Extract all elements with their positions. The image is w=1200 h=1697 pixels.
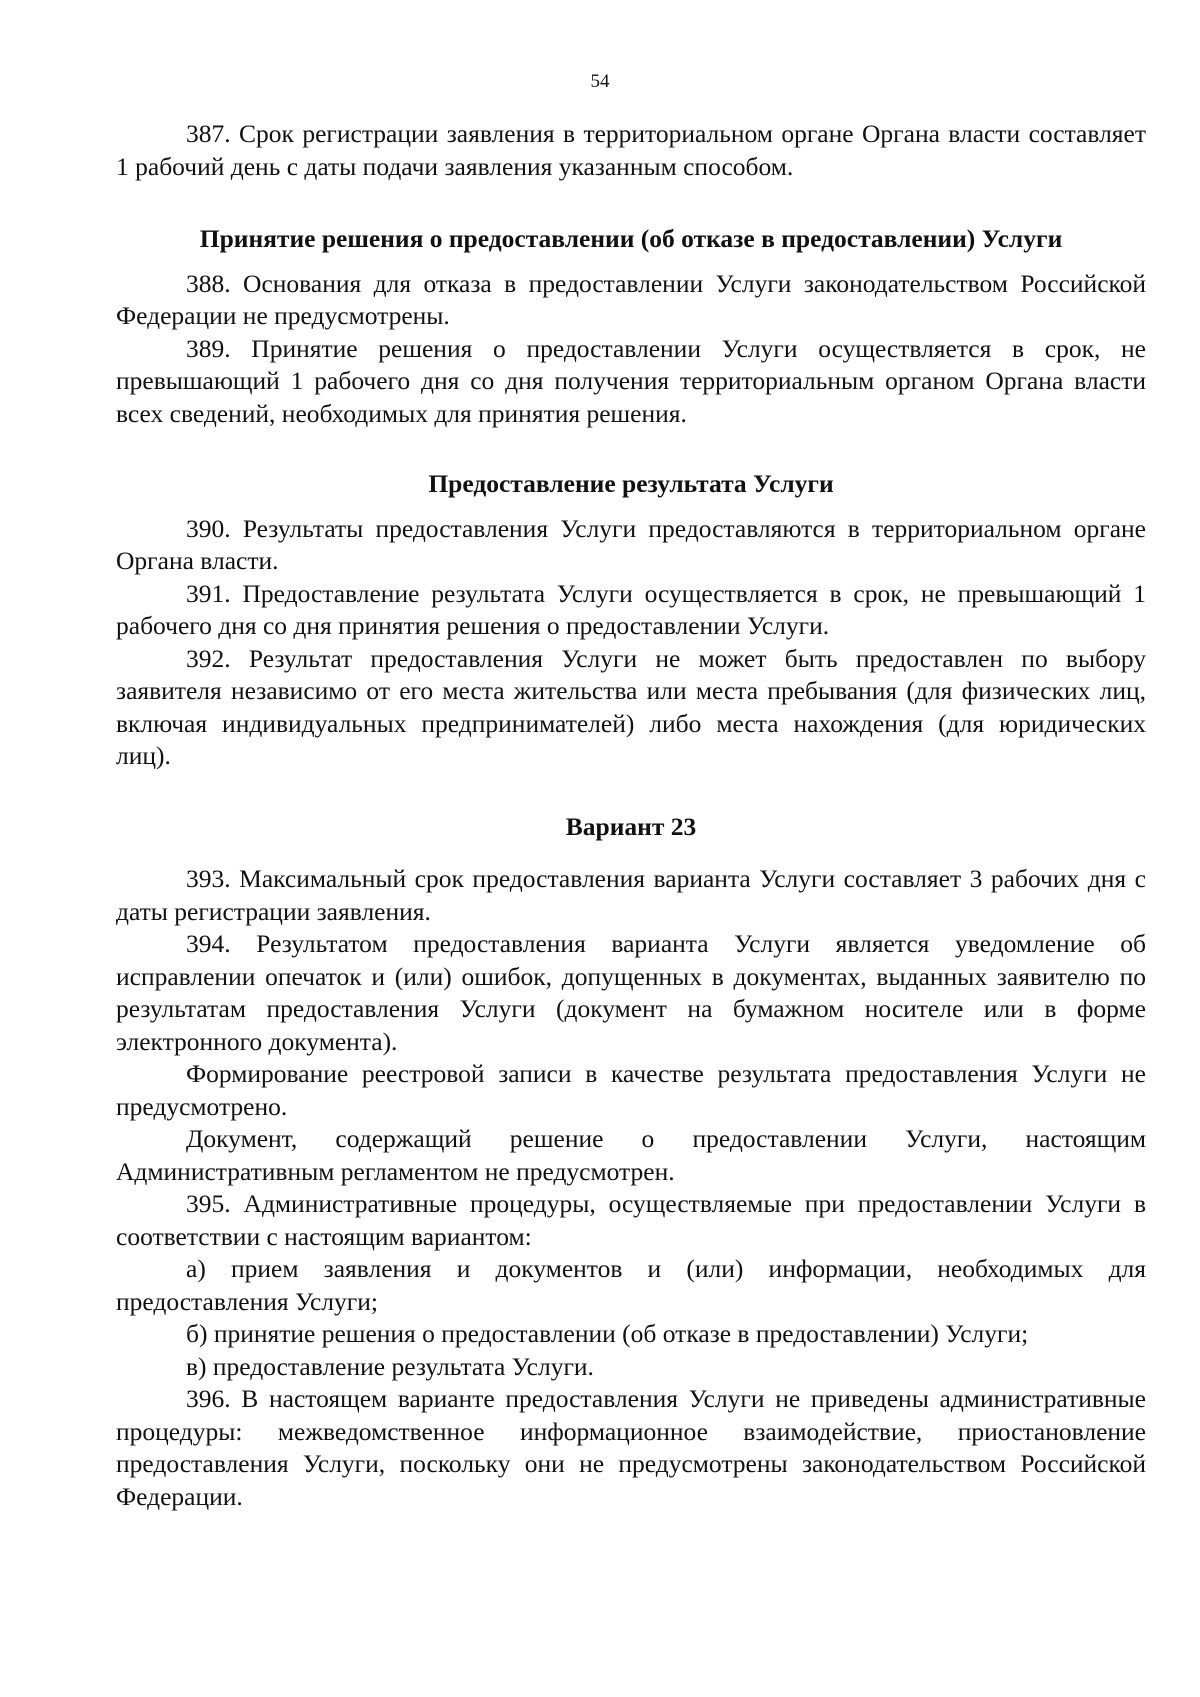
page-number: 54 [590, 71, 610, 92]
paragraph-395: 395. Административные процедуры, осуществляемые при предоставлении Услуги в соответствии с настоящим вариантом: [116, 1189, 1146, 1251]
list-item-395-a: а) прием заявления и документов и (или) информации, необходимых для предоставления Услуги; [116, 1254, 1146, 1316]
paragraph-394-registry: Формирование реестровой записи в качестве результата предоставления Услуги не предусмотрено. [116, 1059, 1146, 1121]
paragraph-387: 387. Срок регистрации заявления в территориальном органе Органа власти составляет 1 рабочий день с даты подачи заявления указанным способом. [116, 119, 1146, 181]
list-item-395-v: в) предоставление результата Услуги. [186, 1351, 594, 1381]
paragraph-388: 388. Основания для отказа в предоставлении Услуги законодательством Российской Федерации не предусмотрены. [116, 268, 1146, 330]
paragraph-394-document: Документ, содержащий решение о предоставлении Услуги, настоящим Административным регламентом не предусмотрен. [116, 1124, 1146, 1186]
paragraph-394: 394. Результатом предоставления варианта Услуги является уведомление об исправлении опечаток и (или) ошибок, допущенных в документах, выданных заявителю по результатам предоставления Услуги (документ на бумажном носителе или в форме электронного документа). [116, 929, 1146, 1056]
section-heading-decision: Принятие решения о предоставлении (об отказе в предоставлении) Услуги [199, 224, 1063, 253]
paragraph-396: 396. В настоящем варианте предоставления Услуги не приведены административные процедуры: межведомственное информационное взаимодействие, приостановление предоставления Услуги, поскольку они не предусмотрены законодательством Российской Федерации. [116, 1384, 1146, 1511]
paragraph-391: 391. Предоставление результата Услуги осуществляется в срок, не превышающий 1 рабочего дня со дня принятия решения о предоставлении Услуги. [116, 578, 1146, 640]
paragraph-390: 390. Результаты предоставления Услуги предоставляются в территориальном органе Органа власти. [116, 513, 1146, 575]
paragraph-392: 392. Результат предоставления Услуги не может быть предоставлен по выбору заявителя независимо от его места жительства или места пребывания (для физических лиц, включая индивидуальных предпринимателей) либо места нахождения (для юридических лиц). [116, 643, 1146, 770]
section-heading-result: Предоставление результата Услуги [428, 469, 834, 498]
list-item-395-b: б) принятие решения о предоставлении (об отказе в предоставлении) Услуги; [186, 1319, 1029, 1348]
document-body [116, 118, 1146, 1513]
paragraph-389: 389. Принятие решения о предоставлении Услуги осуществляется в срок, не превышающий 1 рабочего дня со дня получения территориальным органом Органа власти всех сведений, необходимых для принятия решения. [116, 333, 1146, 428]
paragraph-393: 393. Максимальный срок предоставления варианта Услуги составляет 3 рабочих дня с даты регистрации заявления. [116, 864, 1146, 926]
section-heading-variant: Вариант 23 [565, 811, 697, 841]
